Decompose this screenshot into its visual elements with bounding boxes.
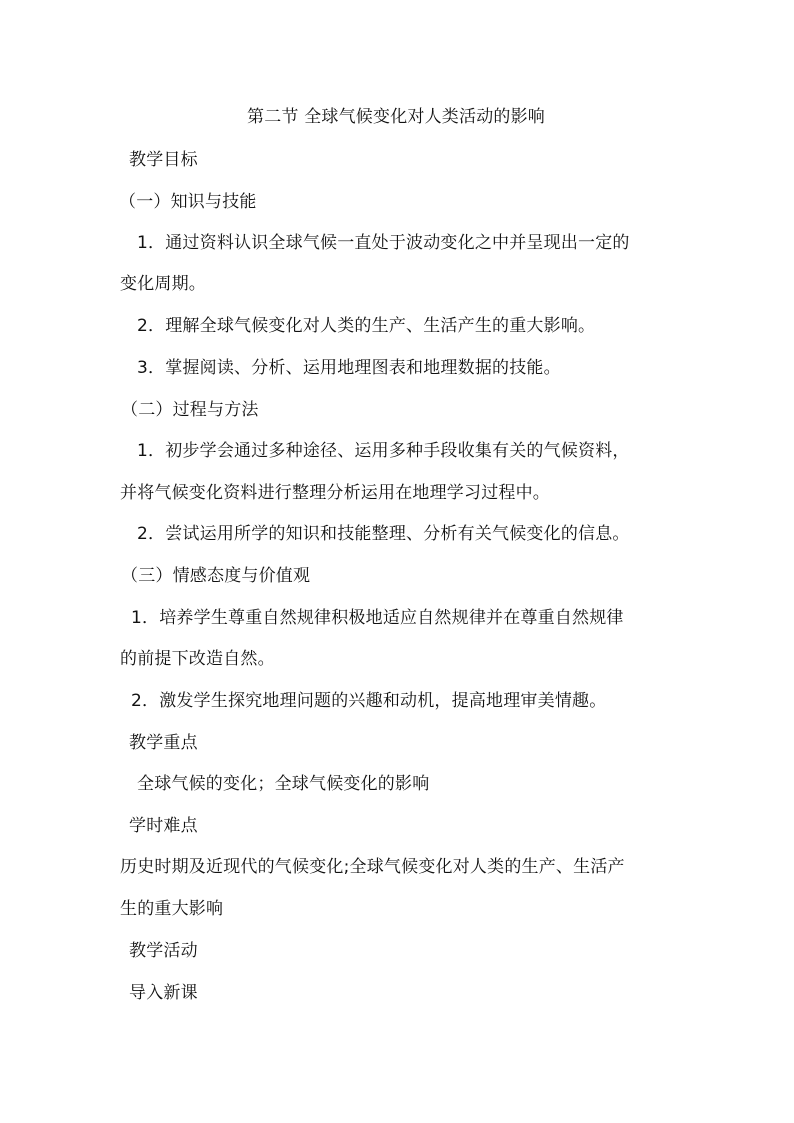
key-points-heading: 教学重点 [129,733,198,753]
s1-item2: 2．理解全球气候变化对人类的生产、生活产生的重大影响。 [137,316,596,336]
section1-heading: （一）知识与技能 [119,192,257,212]
key-points-text: 全球气候的变化；全球气候变化的影响 [137,774,430,794]
section3-heading: （三）情感态度与价值观 [121,566,311,586]
s3-item2: 2．激发学生探究地理问题的兴趣和动机，提高地理审美情趣。 [131,691,607,711]
s1-item3: 3．掌握阅读、分析、运用地理图表和地理数据的技能。 [137,358,561,378]
s3-item1-line2: 的前提下改造自然。 [120,649,275,669]
s3-item1-line1: 1．培养学生尊重自然规律积极地适应自然规律并在尊重自然规律 [131,608,624,628]
teaching-goals-heading: 教学目标 [129,150,198,170]
s2-item2: 2．尝试运用所学的知识和技能整理、分析有关气候变化的信息。 [137,524,630,544]
difficulties-heading: 学时难点 [129,816,198,836]
intro-heading: 导入新课 [129,983,198,1003]
activities-heading: 教学活动 [129,941,198,961]
difficulties-line1: 历史时期及近现代的气候变化;全球气候变化对人类的生产、生活产 [120,857,625,877]
section2-heading: （二）过程与方法 [121,400,259,420]
s1-item1-line2: 变化周期。 [120,274,206,294]
s1-item1-line1: 1．通过资料认识全球气候一直处于波动变化之中并呈现出一定的 [137,233,630,253]
difficulties-line2: 生的重大影响 [120,899,224,919]
s2-item1-line1: 1．初步学会通过多种途径、运用多种手段收集有关的气候资料， [137,441,630,461]
document-title: 第二节 全球气候变化对人类活动的影响 [247,107,546,127]
s2-item1-line2: 并将气候变化资料进行整理分析运用在地理学习过程中。 [120,483,550,503]
